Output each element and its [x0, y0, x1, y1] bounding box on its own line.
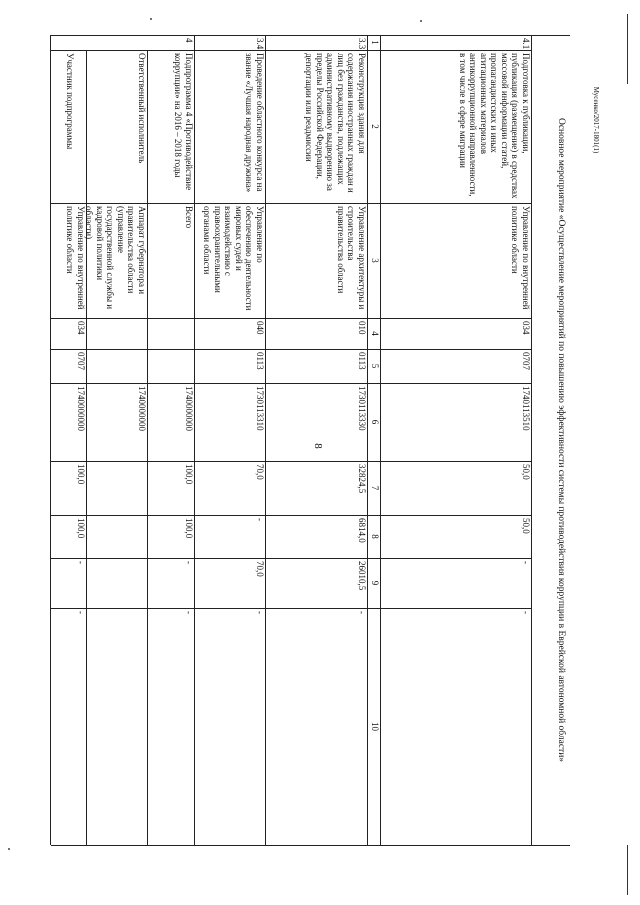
- scan-speck: [8, 848, 10, 850]
- header-col-7: 7: [370, 485, 380, 491]
- row-number: [51, 35, 87, 50]
- header-col-5: 5: [370, 363, 380, 369]
- amount-2017: -: [76, 561, 86, 564]
- amount-2018: -: [357, 611, 367, 614]
- activity-name: Подпрограмма 4 «Противодействие коррупции» на 2016 – 2018 годы: [173, 53, 194, 191]
- section-code: 0113: [357, 352, 367, 370]
- amount-total: 70,0: [255, 464, 265, 480]
- main-activity-title: Основное мероприятие «Осуществление мероприятий по повышению эффективности системы противодействия коррупции в Еврейской автономной области»: [556, 117, 566, 763]
- table-rule: [381, 515, 532, 516]
- amount-2016: -: [255, 518, 265, 521]
- amount-2017: -: [521, 561, 531, 564]
- amount-2017: 70,0: [255, 561, 265, 577]
- table-rule: [381, 50, 532, 51]
- section-code: 0707: [521, 352, 531, 370]
- table-rule: [381, 461, 532, 462]
- table-rule: [381, 318, 532, 319]
- table-rule: [147, 50, 148, 845]
- margin-line: [627, 845, 628, 895]
- table-rule: [86, 50, 87, 845]
- row-number: [87, 35, 148, 50]
- amount-2017: 26010,5: [357, 561, 367, 591]
- amount-2018: -: [184, 611, 194, 614]
- amount-2017: [87, 558, 148, 608]
- amount-2018: -: [255, 611, 265, 614]
- executor: Управление архитектуры и строительства правительства области: [336, 206, 367, 310]
- margin-line: [627, 14, 628, 84]
- amount-total: 100,0: [184, 464, 194, 485]
- section-code: 0707: [76, 352, 86, 370]
- table-rule: [381, 383, 532, 384]
- row-number: 4: [184, 38, 194, 43]
- target-code: 1740000000: [76, 386, 86, 431]
- scan-speck: [150, 18, 152, 20]
- table-rule: [51, 608, 381, 609]
- row-number: 4.1: [521, 38, 531, 50]
- amount-total: 100,0: [76, 464, 86, 485]
- footer-code: Мусенко/2017-1801(1): [592, 86, 600, 154]
- table-rule: [51, 349, 381, 350]
- target-code: 1740000000: [137, 386, 147, 431]
- table-rule: [51, 461, 381, 462]
- row-number: 3.3: [357, 38, 367, 50]
- grbs-code: [87, 318, 148, 349]
- rotated-table-area-lower: [381, 35, 570, 845]
- executor: Управление по внутренней политике области: [65, 206, 86, 310]
- target-code: 1740000000: [184, 386, 194, 431]
- activity-name: Ответственный исполнитель: [137, 53, 147, 164]
- header-col-4: 4: [370, 331, 380, 336]
- target-code: 1730113310: [255, 386, 265, 431]
- amount-2018: -: [521, 611, 531, 614]
- header-col-9: 9: [370, 580, 380, 586]
- rotated-table-area: [51, 35, 381, 845]
- table-rule: [51, 845, 381, 846]
- amount-2016: 100,0: [184, 518, 194, 539]
- amount-2016: [87, 515, 148, 558]
- amount-total: 50,0: [521, 464, 531, 480]
- executor: Управление по внутренней политике области: [510, 206, 531, 310]
- amount-2017: -: [184, 561, 194, 564]
- table-rule: [194, 35, 195, 845]
- amount-2016: 6814,0: [357, 518, 367, 543]
- table-rule: [367, 35, 368, 845]
- amount-2018: [87, 608, 148, 845]
- page-number: 8: [312, 443, 324, 449]
- section-code: [87, 349, 148, 383]
- grbs-code: 010: [357, 321, 367, 335]
- header-col-10: 10: [370, 722, 380, 731]
- table-rule: [380, 35, 381, 845]
- header-col-2: 2: [370, 124, 380, 129]
- table-rule: [531, 35, 532, 845]
- header-col-3: 3: [370, 258, 380, 263]
- table-rule: [51, 35, 381, 36]
- row-number: 3.4: [255, 38, 265, 50]
- amount-total: 32824,5: [357, 464, 367, 494]
- target-code: 1740113510: [521, 386, 531, 431]
- activity-table: [51, 35, 381, 845]
- table-rule: [381, 349, 532, 350]
- grbs-code: 034: [521, 321, 531, 335]
- activity-table-lower: [381, 35, 570, 845]
- table-rule: [51, 318, 381, 319]
- executor: Управление по обеспечению деятельности мировых судей и взаимодействию с правоохранительными органами области: [202, 206, 265, 311]
- header-col-8: 8: [370, 534, 380, 539]
- table-rule: [381, 608, 532, 609]
- amount-2016: 100,0: [76, 518, 86, 539]
- table-rule: [381, 35, 570, 36]
- grbs-code: 034: [76, 321, 86, 335]
- target-code: 1730113330: [357, 386, 367, 431]
- activity-name: Подготовка к публикации, публикация (размещение) в средствах массовой информации статей, пропагандистских и иных агитационных материалов антикоррупционной направленности, в том числе в сфере миграции: [458, 53, 531, 199]
- header-col-6: 6: [370, 419, 380, 425]
- table-rule: [51, 203, 381, 204]
- scan-speck: [420, 20, 422, 22]
- grbs-code: [148, 318, 195, 349]
- table-rule: [381, 845, 570, 846]
- table-rule: [381, 558, 532, 559]
- table-rule: [51, 515, 381, 516]
- amount-2018: -: [76, 611, 86, 614]
- header-col-1: 1: [370, 40, 380, 45]
- table-rule: [51, 558, 381, 559]
- section-code: [148, 349, 195, 383]
- amount-total: [87, 461, 148, 515]
- table-rule: [381, 203, 532, 204]
- table-rule: [51, 383, 381, 384]
- executor: Аппарат губернатора и правительства области (управление государственной службы и кадровой политики области): [84, 206, 147, 310]
- table-rule: [265, 35, 266, 845]
- amount-2016: 50,0: [521, 518, 531, 534]
- table-rule: [50, 35, 51, 845]
- section-code: 0113: [255, 352, 265, 370]
- activity-name: Реконструкция здания для содержания иностранных граждан и лиц без гражданства, подлежащих административному выдворению за пределы Российской Федерации, депортации или реадмиссии: [304, 53, 367, 193]
- table-rule: [51, 50, 381, 51]
- activity-name: Участник подпрограммы: [65, 53, 75, 150]
- activity-name: Проведение областного конкурса на звание «Лучшая народная дружина»: [244, 53, 265, 193]
- executor: Всего: [184, 206, 194, 229]
- grbs-code: 040: [255, 321, 265, 335]
